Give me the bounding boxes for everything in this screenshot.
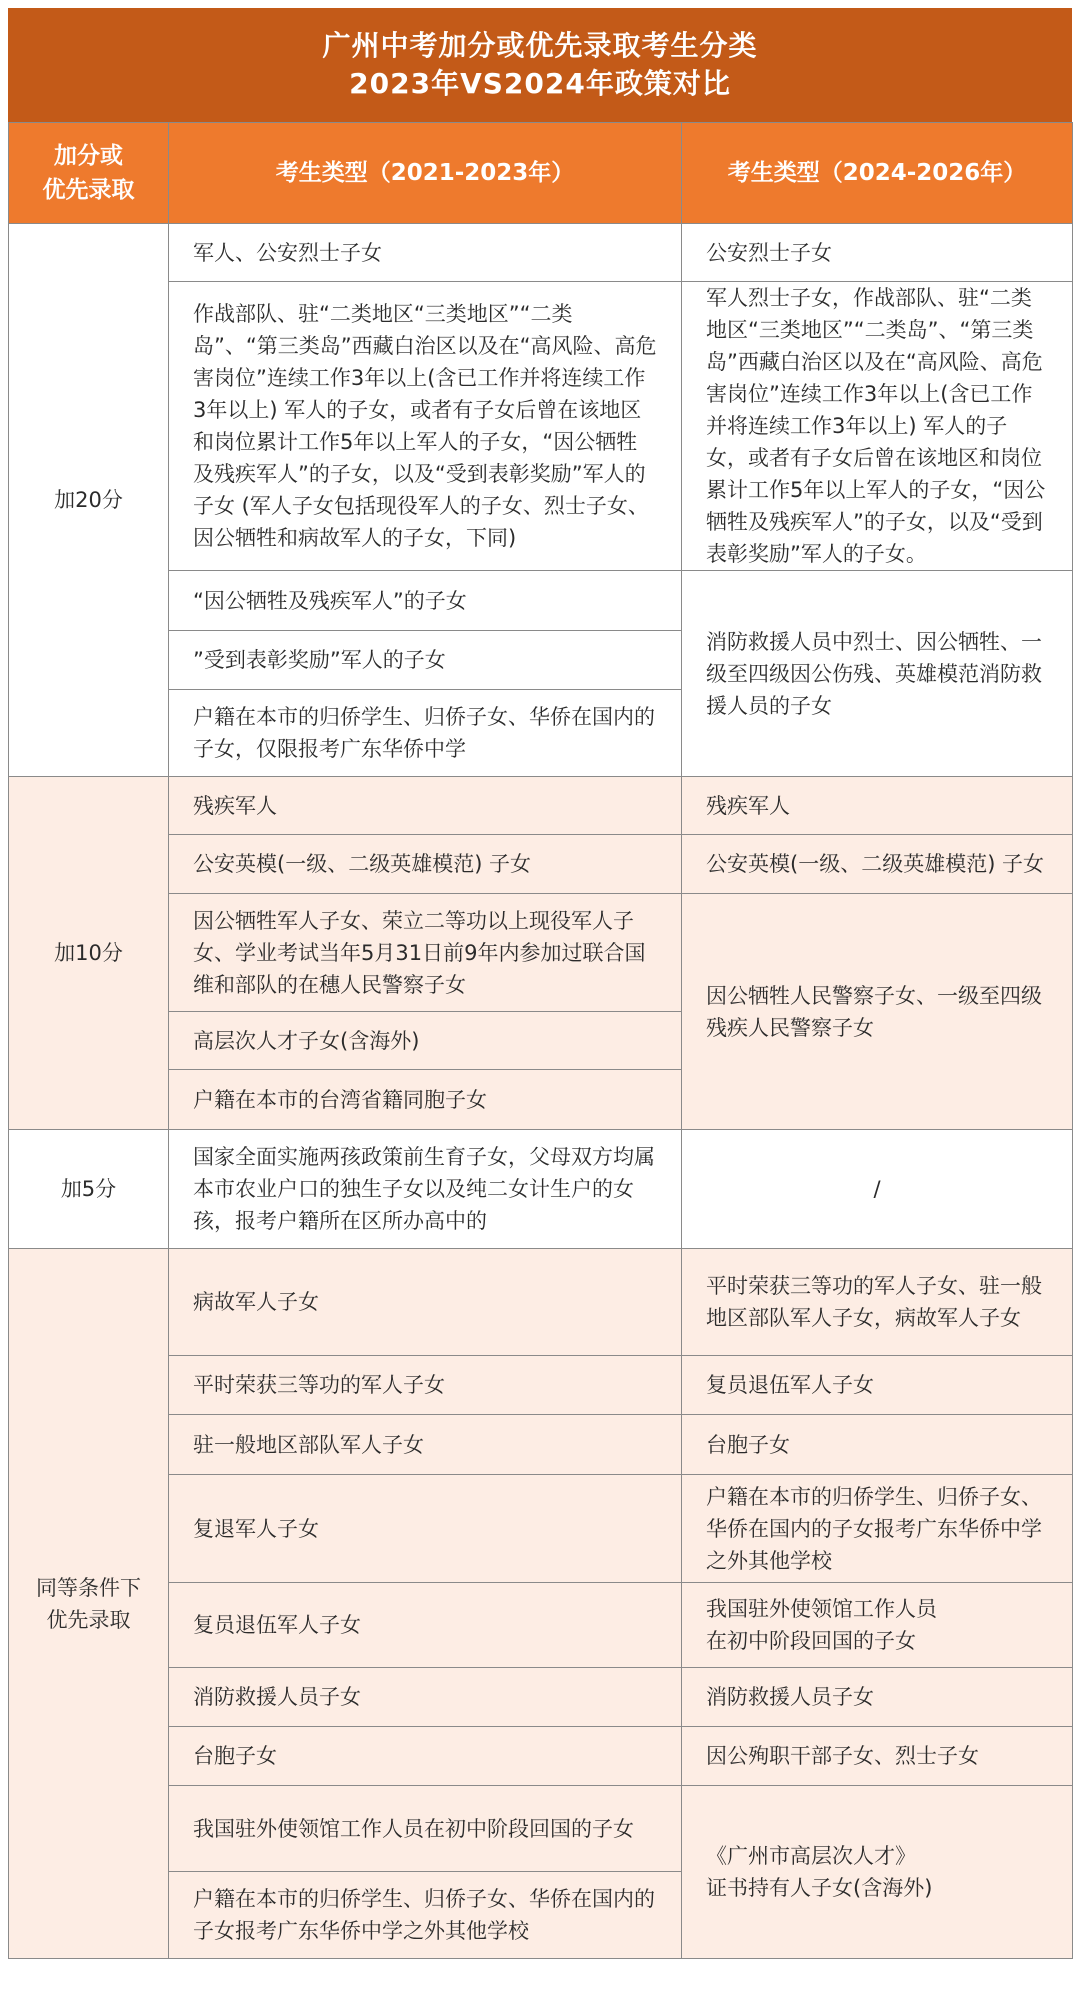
header-2024-2026: 考生类型（2024-2026年） — [682, 123, 1073, 224]
right-cell: 户籍在本市的归侨学生、归侨子女、华侨在国内的子女报考广东华侨中学之外其他学校 — [682, 1475, 1073, 1583]
right-cell: 公安英模(一级、二级英雄模范) 子女 — [682, 835, 1073, 894]
left-cell: 台胞子女 — [169, 1727, 682, 1786]
left-cell: 户籍在本市的台湾省籍同胞子女 — [169, 1070, 682, 1130]
right-cell: 因公牺牲人民警察子女、一级至四级残疾人民警察子女 — [682, 894, 1073, 1130]
title-line-1: 广州中考加分或优先录取考生分类 — [322, 29, 758, 62]
right-cell-empty: / — [682, 1130, 1073, 1249]
right-cell: 复员退伍军人子女 — [682, 1356, 1073, 1415]
left-cell: “因公牺牲及残疾军人”的子女 — [169, 571, 682, 631]
right-cell: 因公殉职干部子女、烈士子女 — [682, 1727, 1073, 1786]
policy-table — [8, 122, 1073, 1959]
left-cell: 作战部队、驻“二类地区“三类地区”“二类岛”、“第三类岛”西藏白治区以及在“高风险、高危害岗位”连续工作3年以上(含已工作并将连续工作3年以上) 军人的子女，或者有子女后曾在该地区和岗位累计工作5年以上军人的子女，“因公牺牲及残疾军人”的子女，以及“受到表彰奖励”军人的子女 (军人子女包括现役军人的子女、烈士子女、因公牺牲和病故军人的子女，下同) — [169, 282, 682, 571]
left-cell: ”受到表彰奖励”军人的子女 — [169, 631, 682, 690]
right-cell: 台胞子女 — [682, 1415, 1073, 1475]
left-cell: 户籍在本市的归侨学生、归侨子女、华侨在国内的子女，仅限报考广东华侨中学 — [169, 690, 682, 777]
left-cell: 军人、公安烈士子女 — [169, 224, 682, 282]
left-cell: 因公牺牲军人子女、荣立二等功以上现役军人子女、学业考试当年5月31日前9年内参加过联合国维和部队的在穗人民警察子女 — [169, 894, 682, 1012]
left-cell: 户籍在本市的归侨学生、归侨子女、华侨在国内的子女报考广东华侨中学之外其他学校 — [169, 1872, 682, 1959]
left-cell: 驻一般地区部队军人子女 — [169, 1415, 682, 1475]
category-plus20: 加20分 — [9, 224, 169, 777]
category-priority — [9, 1249, 169, 1959]
left-cell: 病故军人子女 — [169, 1249, 682, 1356]
left-cell: 高层次人才子女(含海外) — [169, 1012, 682, 1070]
left-cell: 我国驻外使领馆工作人员在初中阶段回国的子女 — [169, 1786, 682, 1872]
header-category — [9, 123, 169, 224]
left-cell: 复员退伍军人子女 — [169, 1583, 682, 1668]
left-cell: 国家全面实施两孩政策前生育子女，父母双方均属本市农业户口的独生子女以及纯二女计生户的女孩，报考户籍所在区所办高中的 — [169, 1130, 682, 1249]
left-cell: 平时荣获三等功的军人子女 — [169, 1356, 682, 1415]
right-cell: 平时荣获三等功的军人子女、驻一般地区部队军人子女，病故军人子女 — [682, 1249, 1073, 1356]
right-cell: 残疾军人 — [682, 777, 1073, 835]
right-cell: 消防救援人员中烈士、因公牺牲、一级至四级因公伤残、英雄模范消防救援人员的子女 — [682, 571, 1073, 777]
right-cell: 我国驻外使领馆工作人员 在初中阶段回国的子女 — [682, 1583, 1073, 1668]
right-cell: 消防救援人员子女 — [682, 1668, 1073, 1727]
left-cell: 消防救援人员子女 — [169, 1668, 682, 1727]
left-cell: 复退军人子女 — [169, 1475, 682, 1583]
left-cell: 残疾军人 — [169, 777, 682, 835]
header-category-label: 加分或 优先录取 — [42, 143, 135, 203]
right-cell: 军人烈士子女，作战部队、驻“二类地区“三类地区”“二类岛”、“第三类岛”西藏白治区以及在“高风险、高危害岗位”连续工作3年以上(含已工作并将连续工作3年以上) 军人的子女，或者有子女后曾在该地区和岗位累计工作5年以上军人的子女，“因公牺牲及残疾军人”的子女，以及“受到表彰奖励”军人的子女。 — [682, 282, 1073, 571]
category-plus10: 加10分 — [9, 777, 169, 1130]
right-cell: 《广州市高层次人才》 证书持有人子女(含海外) — [682, 1786, 1073, 1959]
left-cell: 公安英模(一级、二级英雄模范) 子女 — [169, 835, 682, 894]
title-line-2: 2023年VS2024年政策对比 — [349, 67, 731, 100]
right-cell: 公安烈士子女 — [682, 224, 1073, 282]
header-2021-2023: 考生类型（2021-2023年） — [169, 123, 682, 224]
title-banner — [8, 8, 1072, 122]
category-priority-label: 同等条件下 优先录取 — [36, 1575, 141, 1632]
category-plus5: 加5分 — [9, 1130, 169, 1249]
